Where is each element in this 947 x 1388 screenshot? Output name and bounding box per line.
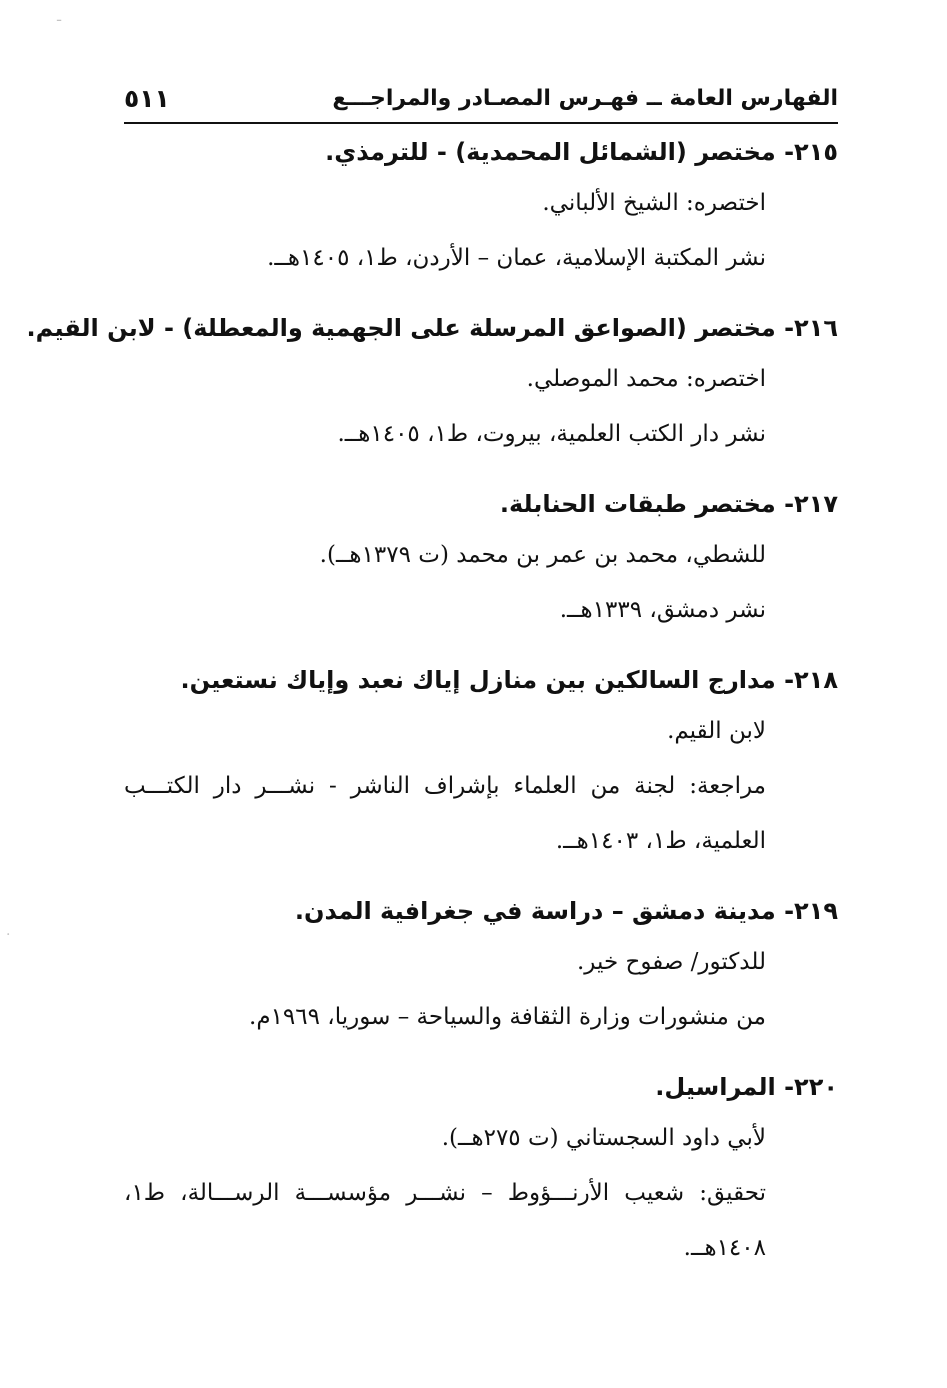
bibliography-entries bbox=[26, 128, 838, 1294]
entry-title: ٢١٦- مختصر (الصواعق المرسلة على الجهمية والمعطلة) - لابن القيم. bbox=[26, 314, 838, 342]
bibliography-entry bbox=[26, 304, 838, 462]
entry-title: ٢١٥- مختصر (الشمائل المحمدية) - للترمذي. bbox=[325, 138, 838, 166]
bibliography-entry bbox=[124, 656, 838, 869]
entry-publication: مراجعة: لجنة من العلماء بإشراف الناشر - نشـــر دار الكتـــب العلمية، ط١، ١٤٠٣هــ. bbox=[124, 773, 766, 854]
scan-dot-mark: · bbox=[6, 927, 11, 943]
entry-abridger: اختصره: الشيخ الألباني. bbox=[542, 190, 766, 216]
entry-abridger: اختصره: محمد الموصلي. bbox=[526, 366, 766, 392]
page-header bbox=[124, 78, 838, 118]
entry-publication: تحقيق: شعيب الأرنـــؤوط – نشـــر مؤسســـة الرســـالة، ط١، ١٤٠٨هــ. bbox=[124, 1180, 766, 1261]
entry-author: لابن القيم. bbox=[667, 718, 766, 744]
bibliography-entry bbox=[124, 887, 838, 1045]
bibliography-entry bbox=[124, 128, 838, 286]
page-number: ٥١١ bbox=[124, 83, 170, 113]
bibliography-entry bbox=[124, 480, 838, 638]
scan-speck-mark: ـ bbox=[57, 9, 62, 25]
entry-title: ٢١٧- مختصر طبقات الحنابلة. bbox=[499, 490, 838, 518]
entry-title: ٢٢٠- المراسيل. bbox=[655, 1073, 838, 1101]
entry-title: ٢١٩- مدينة دمشق – دراسة في جغرافية المدن. bbox=[294, 897, 838, 925]
entry-publication: نشر دار الكتب العلمية، بيروت، ط١، ١٤٠٥هــ. bbox=[337, 421, 766, 447]
entry-author: للدكتور/ صفوح خير. bbox=[577, 949, 766, 975]
running-title: الفهارس العامة ــ فهـرس المصـادر والمراجـــع bbox=[332, 85, 838, 111]
entry-title: ٢١٨- مدارج السالكين بين منازل إياك نعبد وإياك نستعين. bbox=[180, 666, 838, 694]
entry-publication: نشر دمشق، ١٣٣٩هــ. bbox=[559, 597, 766, 623]
bibliography-entry bbox=[124, 1063, 838, 1276]
entry-author: للشطي، محمد بن عمر بن محمد (ت ١٣٧٩هــ). bbox=[319, 542, 766, 568]
entry-publication: نشر المكتبة الإسلامية، عمان – الأردن، ط١، ١٤٠٥هــ. bbox=[267, 245, 766, 271]
entry-publication: من منشورات وزارة الثقافة والسياحة – سوريا، ١٩٦٩م. bbox=[249, 1004, 766, 1030]
header-rule bbox=[124, 122, 838, 124]
entry-author: لأبي داود السجستاني (ت ٢٧٥هــ). bbox=[441, 1125, 766, 1151]
